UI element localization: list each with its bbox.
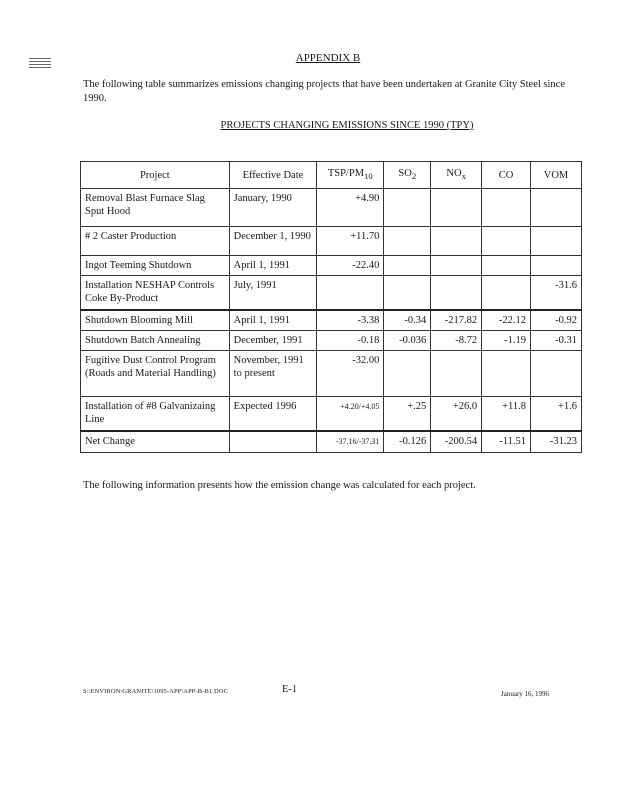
cell-tsp-pm10: -3.38 [317, 310, 384, 331]
cell-project: Installation of #8 Galvanizaing Line [81, 397, 230, 432]
cell-effective-date: November, 1991 to present [229, 351, 317, 397]
cell-project: # 2 Caster Production [81, 227, 230, 256]
table-row [81, 331, 582, 351]
col-header-nox: $NO_x$ [431, 162, 482, 189]
cell-project: Shutdown Blooming Mill [81, 310, 230, 331]
table-row [81, 351, 582, 397]
cell-tsp-pm10: -0.18 [317, 331, 384, 351]
cell-co: -1.19 [482, 331, 531, 351]
cell-so2 [384, 276, 431, 311]
cell-project: Net Change [81, 431, 230, 453]
footer-file-path: S:\ENVIRON\GRANITE\1095-APP\APP-B-B1.DOC [83, 688, 229, 695]
cell-nox: -217.82 [431, 310, 482, 331]
intro-paragraph: The following table summarizes emissions changing projects that have been undertaken at Granite City Steel since 1990. [83, 79, 565, 104]
footer-date: January 16, 1996 [501, 690, 550, 698]
net-change-row [81, 431, 582, 453]
footer-page-number: E-1 [282, 684, 298, 695]
table-row [81, 227, 582, 256]
cell-vom: -0.31 [531, 331, 582, 351]
cell-vom [531, 227, 582, 256]
col-header-co: CO [482, 162, 531, 189]
cell-nox: +26.0 [431, 397, 482, 432]
cell-effective-date: December, 1991 [229, 331, 317, 351]
col-header-so2: $SO_2$ [384, 162, 431, 189]
cell-effective-date: April 1, 1991 [229, 256, 317, 276]
table-title: PROJECTS CHANGING EMISSIONS SINCE 1990 (TPY) [220, 120, 474, 131]
col-header-vom: VOM [531, 162, 582, 189]
cell-effective-date [229, 431, 317, 453]
page-title: APPENDIX B [295, 52, 361, 64]
cell-project: Shutdown Batch Annealing [81, 331, 230, 351]
cell-co [482, 256, 531, 276]
cell-co [482, 351, 531, 397]
cell-nox [431, 351, 482, 397]
cell-vom [531, 189, 582, 227]
cell-so2: -0.126 [384, 431, 431, 453]
cell-co [482, 189, 531, 227]
cell-so2: -0.036 [384, 331, 431, 351]
cell-so2: +.25 [384, 397, 431, 432]
cell-effective-date: January, 1990 [229, 189, 317, 227]
cell-co: -11.51 [482, 431, 531, 453]
cell-co: +11.8 [482, 397, 531, 432]
cell-nox: -8.72 [431, 331, 482, 351]
col-header-tsp-pm10: TSP/$PM_{10}$ [317, 162, 384, 189]
cell-tsp-pm10: -22.40 [317, 256, 384, 276]
col-header-project: Project [81, 162, 230, 189]
cell-tsp-pm10: -37.16/-37.31 [317, 431, 384, 453]
cell-tsp-pm10: +4.20/+4.05 [317, 397, 384, 432]
cell-nox [431, 256, 482, 276]
table-header-row [81, 162, 582, 189]
emissions-table [80, 161, 582, 453]
cell-vom: +1.6 [531, 397, 582, 432]
cell-nox [431, 189, 482, 227]
cell-project: Ingot Teeming Shutdown [81, 256, 230, 276]
table-row [81, 256, 582, 276]
cell-so2 [384, 256, 431, 276]
cell-tsp-pm10 [317, 276, 384, 311]
cell-co: -22.12 [482, 310, 531, 331]
cell-so2 [384, 189, 431, 227]
cell-so2 [384, 227, 431, 256]
cell-nox [431, 227, 482, 256]
cell-effective-date: July, 1991 [229, 276, 317, 311]
cell-effective-date: Expected 1996 [229, 397, 317, 432]
cell-co [482, 276, 531, 311]
cell-nox: -200.54 [431, 431, 482, 453]
cell-so2: -0.34 [384, 310, 431, 331]
cell-vom: -31.6 [531, 276, 582, 311]
cell-so2 [384, 351, 431, 397]
cell-nox [431, 276, 482, 311]
cell-vom: -31.23 [531, 431, 582, 453]
cell-effective-date: April 1, 1991 [229, 310, 317, 331]
cell-tsp-pm10: +4.90 [317, 189, 384, 227]
table-row [81, 397, 582, 432]
table-row [81, 189, 582, 227]
cell-co [482, 227, 531, 256]
cell-tsp-pm10: -32.00 [317, 351, 384, 397]
table-row [81, 310, 582, 331]
table-row [81, 276, 582, 311]
cell-project: Removal Blast Furnace Slag Sput Hood [81, 189, 230, 227]
explanation-paragraph: The following information presents how the emission change was calculated for each project. [83, 480, 476, 491]
cell-vom [531, 256, 582, 276]
col-header-effective-date: Effective Date [229, 162, 317, 189]
cell-project: Fugitive Dust Control Program (Roads and Material Handling) [81, 351, 230, 397]
cell-project: Installation NESHAP Controls Coke By-Product [81, 276, 230, 311]
cell-effective-date: December 1, 1990 [229, 227, 317, 256]
cell-vom [531, 351, 582, 397]
cell-vom: -0.92 [531, 310, 582, 331]
cell-tsp-pm10: +11.70 [317, 227, 384, 256]
